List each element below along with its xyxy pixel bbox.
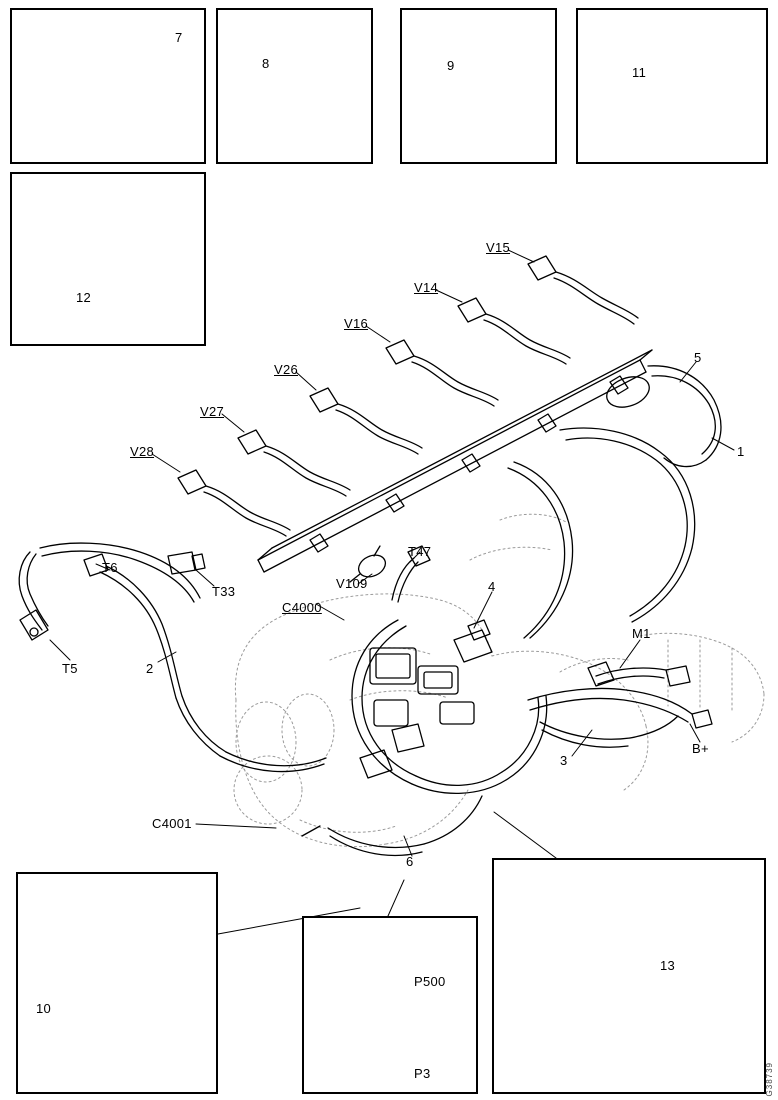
- callout-m1: M1: [632, 626, 651, 641]
- callout-v15: V15: [486, 240, 511, 255]
- panel-11: [576, 8, 768, 164]
- main-harness-art: [350, 546, 547, 793]
- callout-t33: T33: [212, 584, 236, 599]
- callout-3: 3: [560, 753, 568, 768]
- injector-leads-art: [178, 256, 638, 536]
- panel-8: [216, 8, 373, 164]
- callout-11: 11: [632, 65, 647, 80]
- battery-cables-art: [528, 662, 712, 747]
- callout-bplus: B+: [692, 741, 709, 756]
- callout-v27: V27: [200, 404, 225, 419]
- drawing-code: G38739: [765, 1061, 774, 1096]
- callout-c4001: C4001: [152, 816, 192, 831]
- panel-9: [400, 8, 557, 164]
- callout-2: 2: [146, 661, 154, 676]
- callout-v16: V16: [344, 316, 369, 331]
- lower-harness-art: [302, 796, 482, 855]
- callout-c4000: C4000: [282, 600, 322, 615]
- callout-1: 1: [737, 444, 745, 459]
- callout-v28: V28: [130, 444, 155, 459]
- manifold-right-art: [508, 366, 721, 638]
- callout-4: 4: [488, 579, 496, 594]
- callout-p3: P3: [414, 1066, 431, 1081]
- callout-p500: P500: [414, 974, 446, 989]
- callout-v14: V14: [414, 280, 439, 295]
- callout-t47: T47: [408, 544, 432, 559]
- callout-t6: T6: [102, 560, 118, 575]
- panel-12: [10, 172, 206, 346]
- intake-rail-art: [258, 350, 652, 572]
- callout-6: 6: [406, 854, 414, 869]
- callout-5: 5: [694, 350, 702, 365]
- left-harness-art: [19, 543, 326, 772]
- callout-12: 12: [76, 290, 92, 305]
- callout-v26: V26: [274, 362, 299, 377]
- panel-10: [16, 872, 218, 1094]
- callout-13: 13: [660, 958, 676, 973]
- callout-9: 9: [447, 58, 455, 73]
- callout-v109: V109: [336, 576, 368, 591]
- panel-13: [492, 858, 766, 1094]
- callout-7: 7: [175, 30, 183, 45]
- callout-8: 8: [262, 56, 270, 71]
- panel-p500: [302, 916, 478, 1094]
- callout-t5: T5: [62, 661, 78, 676]
- engine-block-art: [234, 514, 764, 846]
- callout-10: 10: [36, 1001, 52, 1016]
